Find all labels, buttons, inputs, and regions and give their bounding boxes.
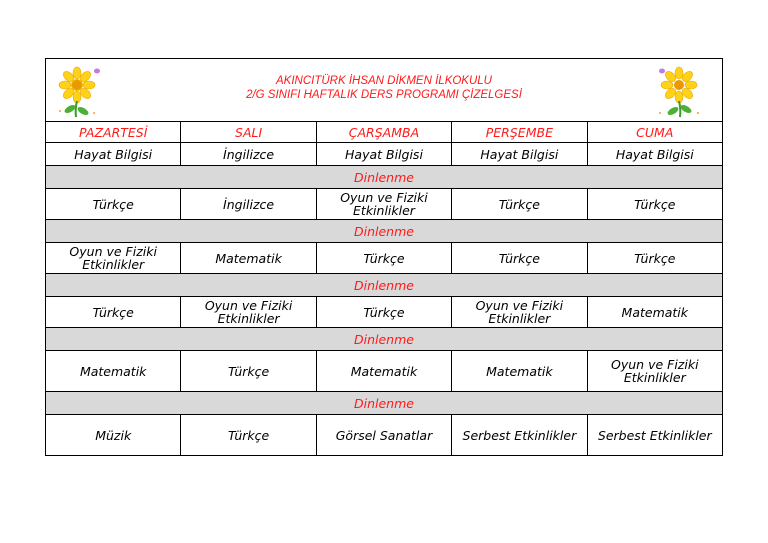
lesson-row (46, 415, 723, 456)
lesson-cell: Oyun ve Fiziki Etkinlikler (587, 351, 722, 392)
lesson-cell: Türkçe (46, 189, 181, 220)
lesson-cell: Türkçe (452, 243, 587, 274)
lesson-row (46, 297, 723, 328)
lesson-cell: Türkçe (587, 243, 722, 274)
lesson-row (46, 143, 723, 166)
lesson-cell: Türkçe (181, 351, 316, 392)
day-header: PAZARTESİ (46, 122, 181, 143)
lesson-cell: Türkçe (181, 415, 316, 456)
break-label: Dinlenme (46, 392, 723, 415)
lesson-cell: İngilizce (181, 143, 316, 166)
lesson-cell: Türkçe (46, 297, 181, 328)
break-label: Dinlenme (46, 328, 723, 351)
days-row (46, 122, 723, 143)
break-row (46, 166, 723, 189)
break-row (46, 392, 723, 415)
lesson-cell: Matematik (587, 297, 722, 328)
break-row (46, 328, 723, 351)
lesson-cell: Türkçe (316, 243, 451, 274)
lesson-cell: Oyun ve Fiziki Etkinlikler (316, 189, 451, 220)
schedule-sheet (45, 58, 723, 456)
break-label: Dinlenme (46, 220, 723, 243)
lesson-cell: Serbest Etkinlikler (452, 415, 587, 456)
lesson-row (46, 189, 723, 220)
lesson-cell: Hayat Bilgisi (587, 143, 722, 166)
break-label: Dinlenme (46, 166, 723, 189)
break-row (46, 220, 723, 243)
lesson-cell: Matematik (316, 351, 451, 392)
lesson-cell: Hayat Bilgisi (316, 143, 451, 166)
schedule-title: 2/G SINIFI HAFTALIK DERS PROGRAMI ÇİZELGESİ (246, 89, 522, 101)
lesson-cell: Hayat Bilgisi (46, 143, 181, 166)
schedule-table (45, 121, 723, 456)
lesson-cell: Görsel Sanatlar (316, 415, 451, 456)
lesson-cell: Matematik (46, 351, 181, 392)
break-label: Dinlenme (46, 274, 723, 297)
lesson-cell: Türkçe (452, 189, 587, 220)
day-header: ÇARŞAMBA (316, 122, 451, 143)
lesson-row (46, 351, 723, 392)
lesson-cell: Serbest Etkinlikler (587, 415, 722, 456)
day-header: PERŞEMBE (452, 122, 587, 143)
break-row (46, 274, 723, 297)
day-header: CUMA (587, 122, 722, 143)
lesson-cell: Matematik (452, 351, 587, 392)
lesson-cell: İngilizce (181, 189, 316, 220)
lesson-cell: Oyun ve Fiziki Etkinlikler (46, 243, 181, 274)
lesson-cell: Türkçe (316, 297, 451, 328)
lesson-cell: Oyun ve Fiziki Etkinlikler (181, 297, 316, 328)
flower-icon (654, 63, 708, 119)
lesson-cell: Müzik (46, 415, 181, 456)
lesson-cell: Hayat Bilgisi (452, 143, 587, 166)
schedule-header (45, 58, 723, 121)
lesson-cell: Oyun ve Fiziki Etkinlikler (452, 297, 587, 328)
day-header: SALI (181, 122, 316, 143)
lesson-cell: Matematik (181, 243, 316, 274)
lesson-cell: Türkçe (587, 189, 722, 220)
lesson-row (46, 243, 723, 274)
school-name: AKINCITÜRK İHSAN DİKMEN İLKOKULU (276, 75, 492, 87)
